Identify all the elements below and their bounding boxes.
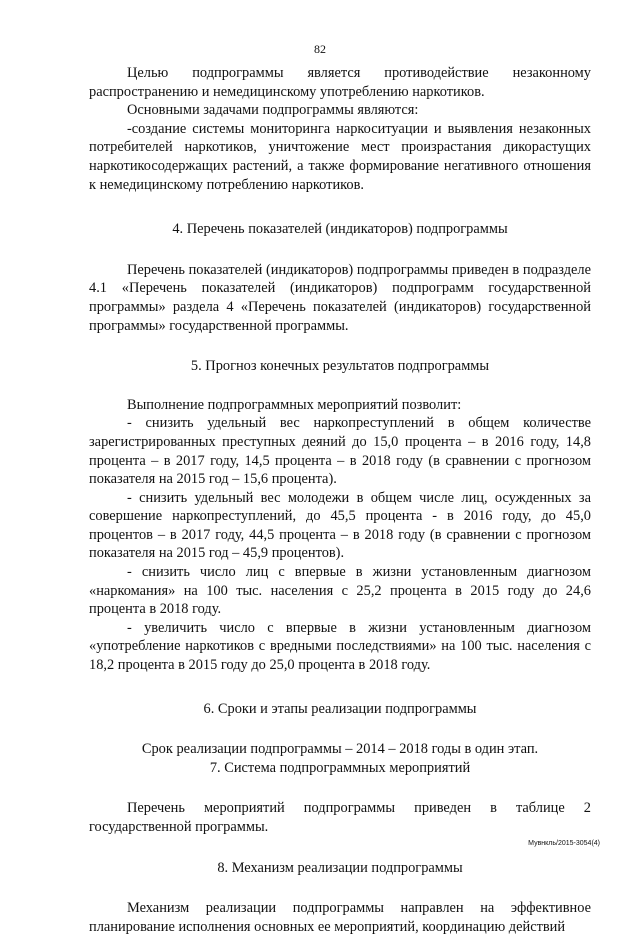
paragraph: Механизм реализации подпрограммы направлен на эффективное планирование исполнения основных ее мероприятий, координацию действий bbox=[89, 900, 591, 935]
paragraph: - снизить число лиц с впервые в жизни установленным диагнозом «наркомания» на 100 тыс. населения с 25,2 процента в 2015 году до 24,6 процента в 2018 году. bbox=[89, 564, 591, 618]
paragraph: - увеличить число с впервые в жизни установленным диагнозом «употребление наркотиков с вредными последствиями» на 100 тыс. населения с 18,2 процента в 2015 году до 25,0 процента в 2018 году. bbox=[89, 619, 591, 674]
paragraph: - снизить удельный вес наркопреступлений в общем количестве зарегистрированных преступных деяний до 15,0 процента – в 2016 году, 14,8 процента – в 2017 году, 14,5 процента – в 2018 году (в сравнении с прогнозом показателя на 2015 год – 15,6 процента). bbox=[89, 415, 591, 488]
paragraph: Целью подпрограммы является противодействие незаконному распространению и немедицинскому употреблению наркотиков. bbox=[89, 65, 591, 100]
section-heading: 4. Перечень показателей (индикаторов) подпрограммы bbox=[172, 221, 508, 238]
section-heading: Срок реализации подпрограммы – 2014 – 2018 годы в один этап. bbox=[141, 741, 539, 758]
paragraph: Выполнение подпрограммных мероприятий позволит: bbox=[127, 396, 462, 413]
section-heading: 7. Система подпрограммных мероприятий bbox=[209, 759, 471, 776]
footer-code: Мувнкль/2015-3054(4) bbox=[528, 840, 600, 847]
section-heading: 5. Прогноз конечных результатов подпрограммы bbox=[190, 358, 490, 375]
paragraph: Основными задачами подпрограммы являются: bbox=[127, 102, 419, 119]
document-body bbox=[89, 64, 591, 950]
page-number: 82 bbox=[314, 42, 326, 56]
paragraph: - снизить удельный вес молодежи в общем числе лиц, осужденных за совершение наркопреступлений, до 45,5 процента - в 2016 году, до 45,0 процентов – в 2017 году, 44,5 процента – в 2018 году (в сравнении с прогнозом показателя на 2015 год – 45,9 процентов). bbox=[89, 489, 591, 562]
paragraph: Перечень мероприятий подпрограммы приведен в таблице 2 государственной программы. bbox=[89, 800, 591, 835]
section-heading: 8. Механизм реализации подпрограммы bbox=[217, 859, 463, 876]
section-heading: 6. Сроки и этапы реализации подпрограммы bbox=[203, 700, 477, 717]
paragraph: Перечень показателей (индикаторов) подпрограммы приведен в подразделе 4.1 «Перечень показателей (индикаторов) подпрограмм государственной программы» раздела 4 «Перечень показателей (индикаторов) государственной программы» государственной программы. bbox=[89, 261, 591, 334]
paragraph: -создание системы мониторинга наркоситуации и выявления незаконных потребителей наркотиков, уничтожение мест произрастания дикорастущих наркотикосодержащих растений, а также формирование негативного отношения к немедицинскому потреблению наркотиков. bbox=[89, 120, 591, 193]
